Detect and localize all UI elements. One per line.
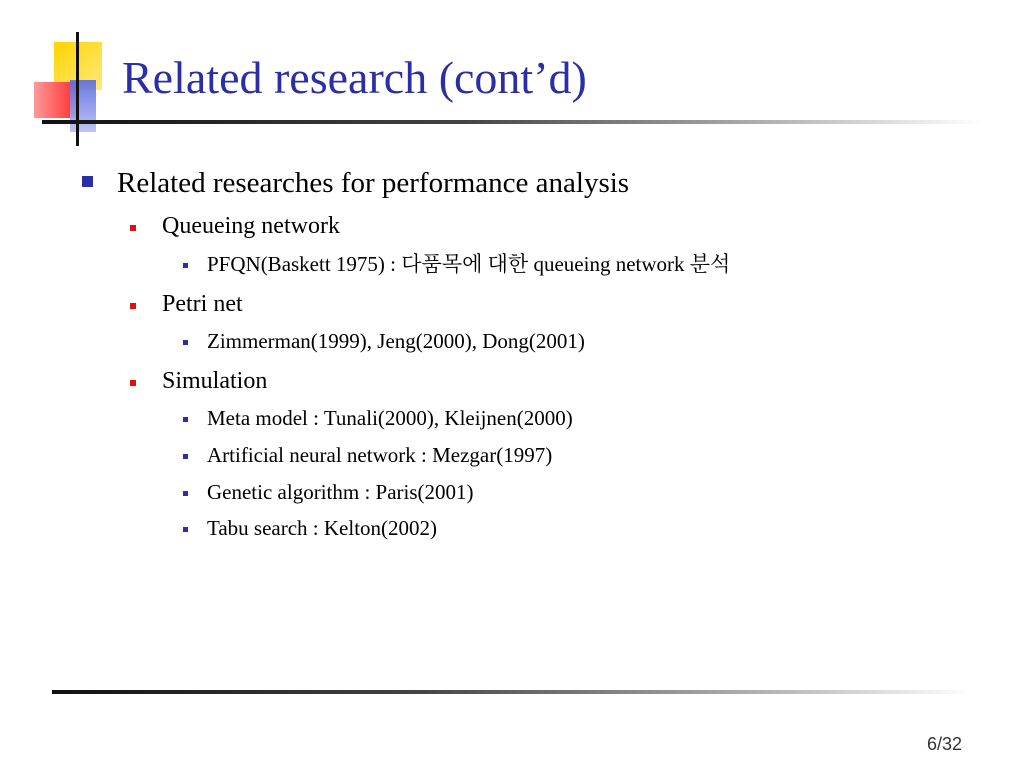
square-bullet-icon bbox=[130, 380, 136, 386]
bullet-text: Related researches for performance analysis bbox=[117, 167, 630, 199]
square-bullet-icon bbox=[82, 176, 93, 187]
footer-divider bbox=[52, 690, 972, 694]
bullet-text: Queueing network bbox=[162, 213, 340, 239]
square-bullet-icon bbox=[183, 454, 188, 459]
blue-square-decoration bbox=[70, 80, 96, 132]
square-bullet-icon bbox=[130, 303, 136, 309]
bullet-text: PFQN(Baskett 1975) : 다품목에 대한 queueing network 분석 bbox=[207, 252, 731, 276]
square-bullet-icon bbox=[183, 340, 188, 345]
page-number: 6/32 bbox=[926, 734, 962, 754]
bullet-text: Petri net bbox=[162, 291, 243, 317]
square-bullet-icon bbox=[130, 225, 136, 231]
square-bullet-icon bbox=[183, 491, 188, 496]
bullet-text: Tabu search : Kelton(2002) bbox=[207, 516, 438, 540]
square-bullet-icon bbox=[183, 417, 188, 422]
slide-logo-decoration bbox=[0, 0, 120, 140]
bullet-text: Genetic algorithm : Paris(2001) bbox=[207, 480, 474, 504]
bullet-text: Artificial neural network : Mezgar(1997) bbox=[207, 443, 553, 467]
square-bullet-icon bbox=[183, 263, 188, 268]
square-bullet-icon bbox=[183, 527, 188, 532]
bullet-text: Zimmerman(1999), Jeng(2000), Dong(2001) bbox=[207, 329, 585, 353]
logo-vertical-line bbox=[76, 32, 79, 146]
title-divider bbox=[42, 120, 982, 124]
bullet-text: Meta model : Tunali(2000), Kleijnen(2000) bbox=[207, 406, 573, 430]
slide-title: Related research (cont’d) bbox=[122, 52, 587, 103]
bullet-text: Simulation bbox=[162, 368, 268, 394]
